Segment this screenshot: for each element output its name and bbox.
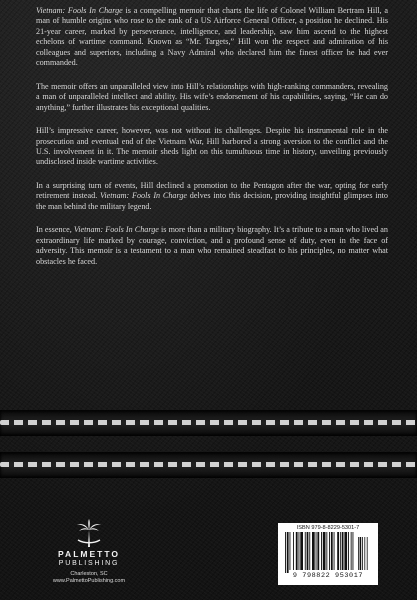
blurb-paragraph-5 [36, 225, 388, 267]
publisher-sub: PUBLISHING [58, 560, 120, 567]
blurb-text-span: delves into this decision, providing insightful glimpses into the man behind the military legend. [36, 191, 388, 211]
stitch-line [0, 420, 417, 425]
publisher-logo [28, 518, 150, 584]
publisher-url: www.PalmettoPublishing.com [52, 578, 126, 584]
book-title: Vietnam: Fools In Charge [73, 225, 159, 235]
publisher-name: PALMETTO [58, 549, 120, 559]
book-title: Vietnam: Fools In Charge [36, 6, 123, 15]
book-title: Vietnam: Fools In Charge [100, 191, 187, 201]
blurb-paragraph-3: Hill’s impressive career, however, was not without its challenges. Despite his instrumental role in the prosecution and eventual end of the Vietnam War, Hill harbored a strong aversion to the conflict and the U.S. involvement in it. The memoir sheds light on this tumultuous time in history, unveiling previously undisclosed inside wartime activities. [36, 126, 388, 167]
stitch-line [0, 462, 417, 467]
blurb-paragraph-1 [36, 6, 388, 69]
blurb-text-span: In essence, [36, 225, 74, 235]
barcode-digits: 9 798822 953017 [292, 572, 364, 580]
publisher-city: Charleston, SC [70, 571, 108, 577]
blurb-paragraph-2: The memoir offers an unparalleled view into Hill’s relationships with high-ranking commanders, revealing a man of unparalleled intellect and ability. His wife’s endorsement of his capabilities, saying, “He can do anything,” further illustrates his exceptional qualities. [36, 81, 388, 112]
palmetto-tree-icon [76, 518, 102, 548]
stitched-seam-bottom [0, 452, 417, 478]
barcode-bars [281, 531, 375, 573]
isbn-label: ISBN 979-8-8229-5301-7 [296, 525, 360, 531]
blurb-text-span: is more than a military biography. It’s a tribute to a man who lived an extraordinary life marked by courage, conviction, and a profound sense of duty, even in the face of adversity. This memoir is a testament to a man who remained steadfast to his principles, no matter what obstacles he faced. [36, 225, 388, 266]
blurb-text [36, 6, 388, 280]
isbn-barcode [278, 523, 378, 585]
blurb-paragraph-4 [36, 181, 388, 212]
blurb-text-span: is a compelling memoir that charts the life of Colonel William Bertram Hill, a man of humble origins who rose to the rank of a US Airforce General Officer, a position he declined. His 21-year career, marked by perseverance, intelligence, and leadership, saw him ascend to the highest echelons of wartime command. Known as “Mr. Targets,” Hill won the respect and admiration of his colleagues and superiors, including a Navy Admiral who declared him the finest officer he had ever commanded. [36, 6, 389, 68]
stitched-seam-top [0, 410, 417, 436]
blurb-text-span: In a surprising turn of events, Hill declined a promotion to the Pentagon after the war, opting for early retirement instead. [36, 180, 388, 201]
